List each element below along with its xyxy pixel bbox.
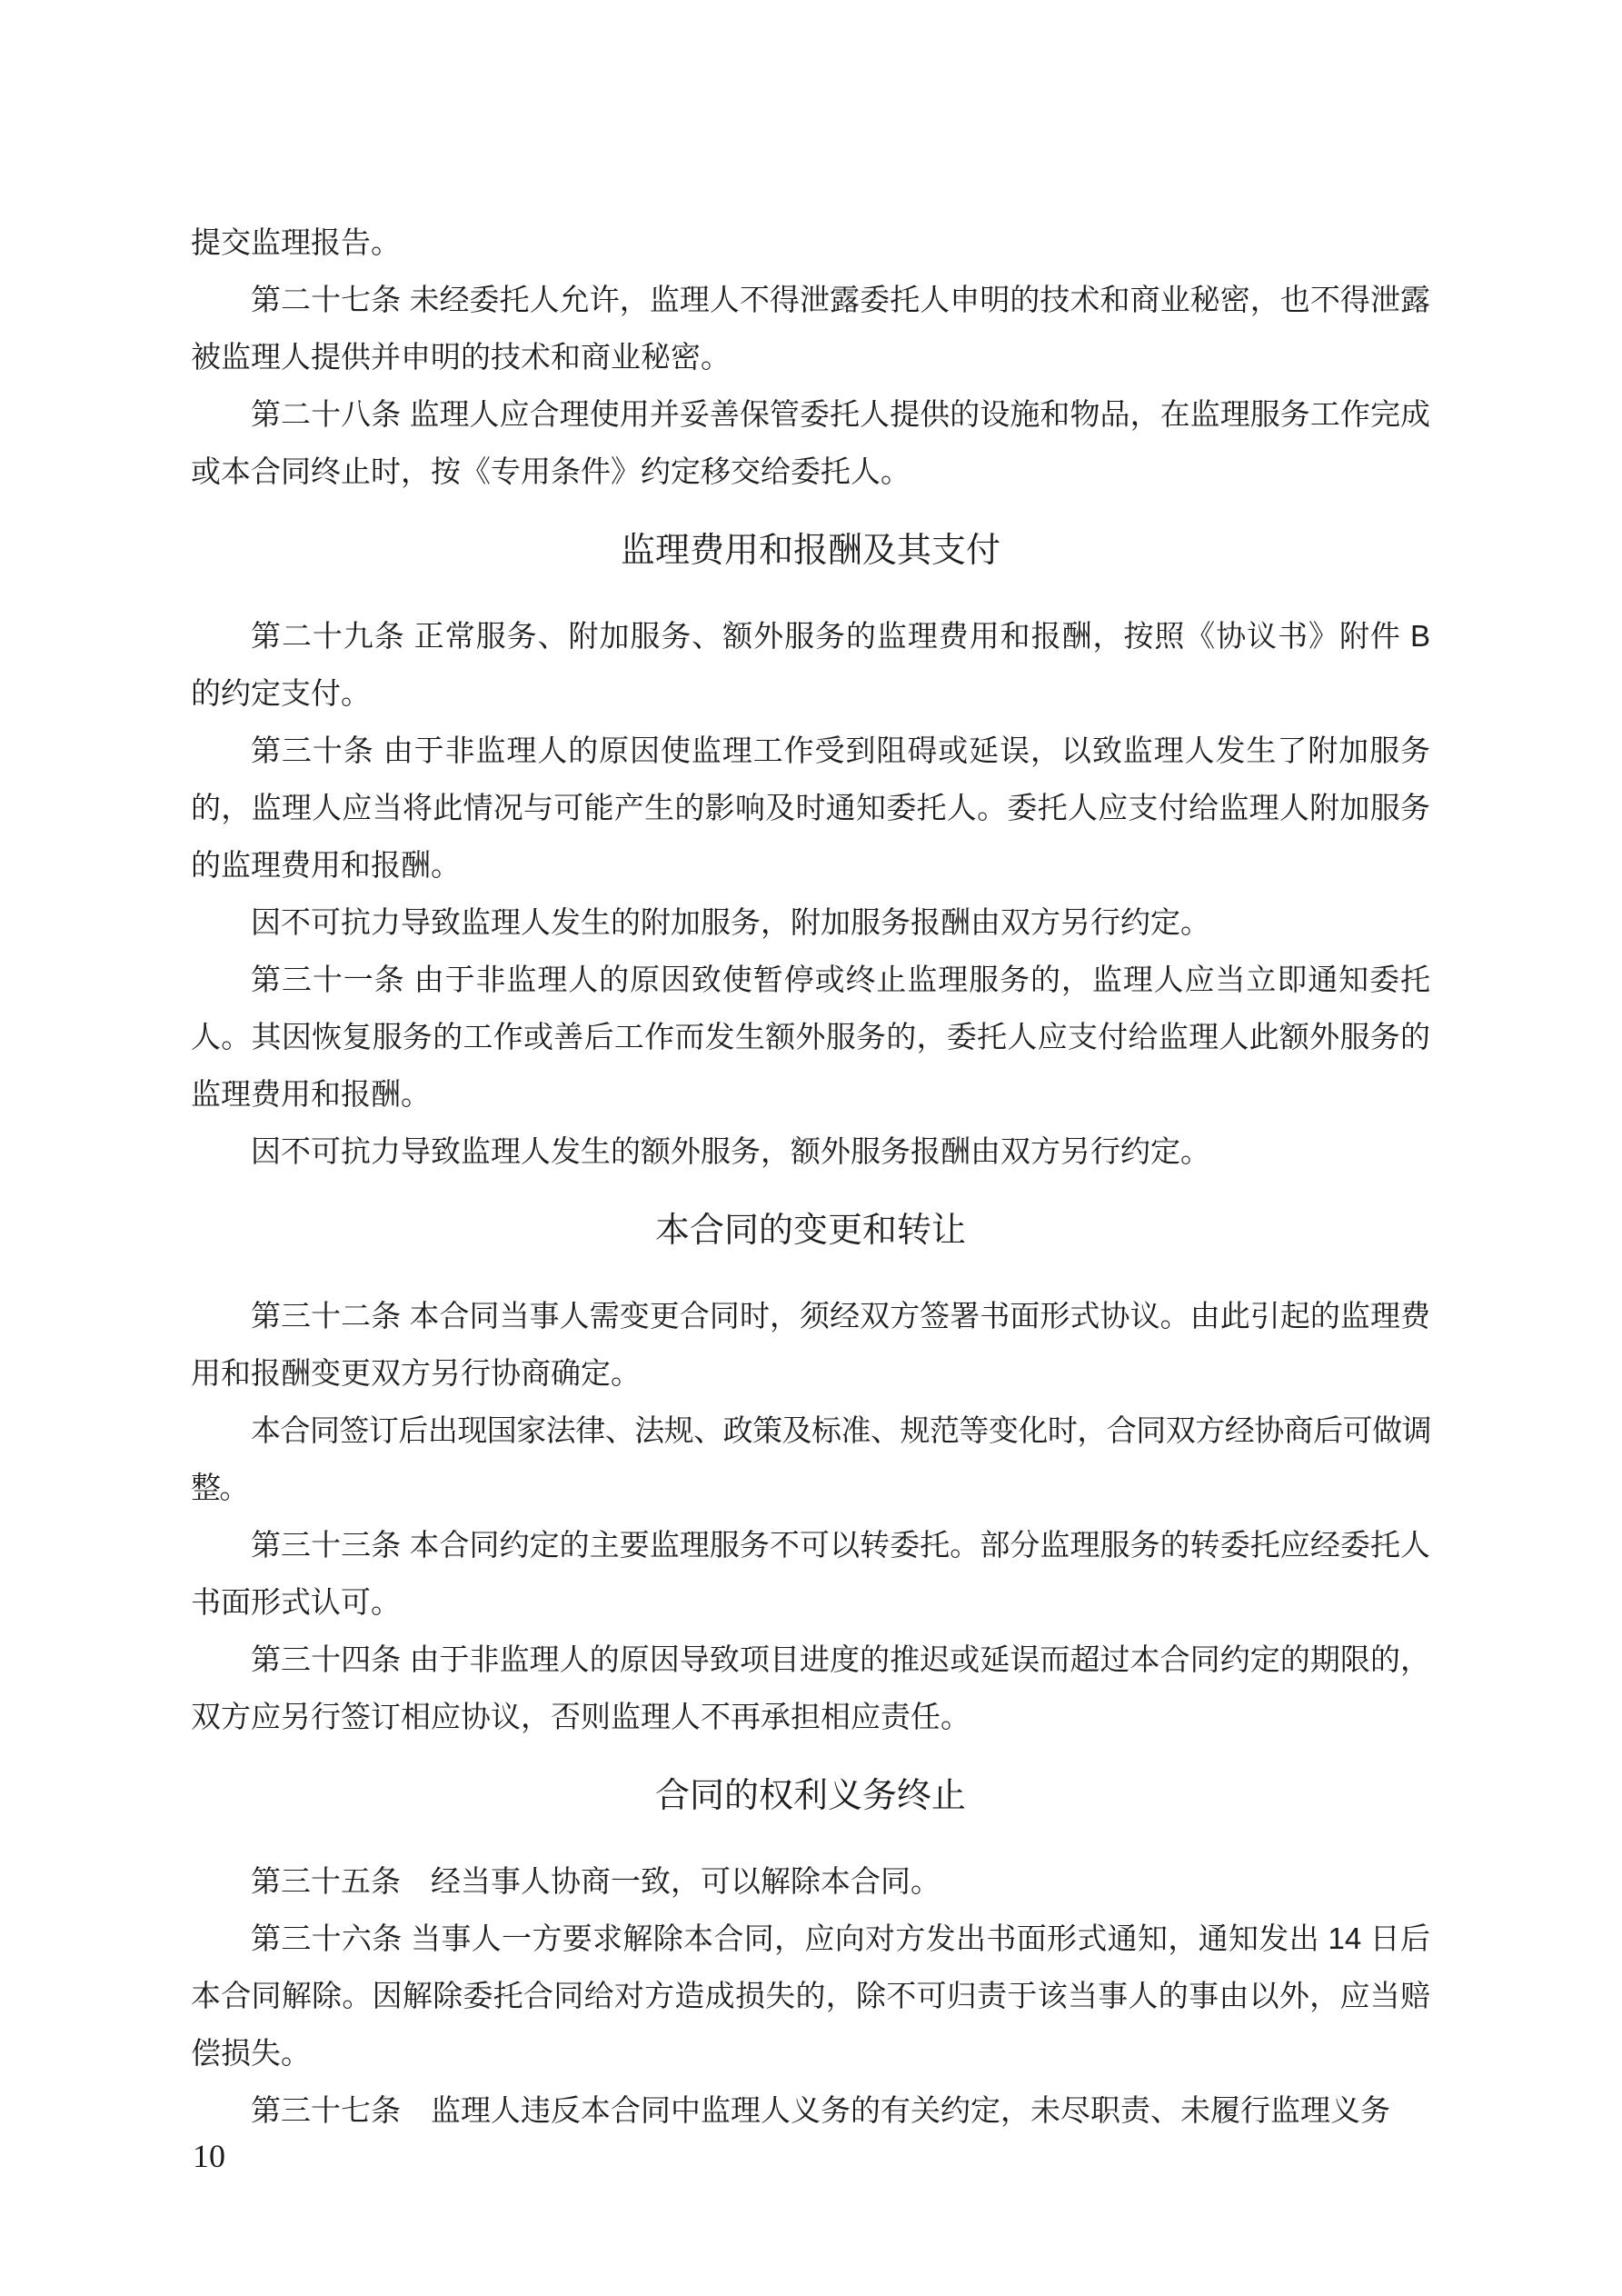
paragraph-article-35: 第三十五条 经当事人协商一致，可以解除本合同。 — [251, 1864, 940, 1898]
paragraph-article-36: 第三十六条 当事人一方要求解除本合同，应向对方发出书面形式通知，通知发出 14 日后本合同解除。因解除委托合同给对方造成损失的，除不可归责于该当事人的事由以外，应当赔偿损失。 — [191, 1922, 1430, 2070]
paragraph-article-32: 第三十二条 本合同当事人需变更合同时，须经双方签署书面形式协议。由此引起的监理费用和报酬变更双方另行协商确定。 — [191, 1299, 1430, 1390]
paragraph-article-31: 第三十一条 由于非监理人的原因致使暂停或终止监理服务的，监理人应当立即通知委托人。其因恢复服务的工作或善后工作而发生额外服务的，委托人应支付给监理人此额外服务的监理费用和报酬。 — [191, 963, 1430, 1111]
paragraph-article-30: 第三十条 由于非监理人的原因使监理工作受到阻碍或延误，以致监理人发生了附加服务的，监理人应当将此情况与可能产生的影响及时通知委托人。委托人应支付给监理人附加服务的监理费用和报酬。 — [191, 734, 1430, 882]
section-heading-fees-and-payment: 监理费用和报酬及其支付 — [620, 532, 1000, 570]
section-heading-amendment-transfer: 本合同的变更和转让 — [654, 1212, 966, 1250]
contract-body — [191, 214, 1430, 2139]
paragraph-article-37: 第三十七条 监理人违反本合同中监理人义务的有关约定，未尽职责、未履行监理义务 — [251, 2093, 1390, 2127]
paragraph-article-34: 第三十四条 由于非监理人的原因导致项目进度的推迟或延误而超过本合同约定的期限的，双方应另行签订相应协议，否则监理人不再承担相应责任。 — [191, 1642, 1430, 1733]
paragraph-article-29: 第二十九条 正常服务、附加服务、额外服务的监理费用和报酬，按照《协议书》附件 B 的约定支付。 — [191, 619, 1430, 710]
paragraph-article-33: 第三十三条 本合同约定的主要监理服务不可以转委托。部分监理服务的转委托应经委托人书面形式认可。 — [191, 1528, 1430, 1619]
paragraph-force-majeure-additional: 因不可抗力导致监理人发生的附加服务，附加服务报酬由双方另行约定。 — [251, 905, 1210, 939]
paragraph-article-28: 第二十八条 监理人应合理使用并妥善保管委托人提供的设施和物品，在监理服务工作完成或本合同终止时，按《专用条件》约定移交给委托人。 — [191, 397, 1430, 488]
page-number: 10 — [193, 2138, 225, 2174]
paragraph-continuation: 提交监理报告。 — [191, 225, 401, 259]
paragraph-force-majeure-extra: 因不可抗力导致监理人发生的额外服务，额外服务报酬由双方另行约定。 — [251, 1134, 1210, 1168]
paragraph-law-changes: 本合同签订后出现国家法律、法规、政策及标准、规范等变化时，合同双方经协商后可做调整。 — [191, 1413, 1430, 1504]
section-heading-termination: 合同的权利义务终止 — [654, 1777, 966, 1815]
paragraph-article-27: 第二十七条 未经委托人允许，监理人不得泄露委托人申明的技术和商业秘密，也不得泄露被监理人提供并申明的技术和商业秘密。 — [191, 283, 1430, 374]
